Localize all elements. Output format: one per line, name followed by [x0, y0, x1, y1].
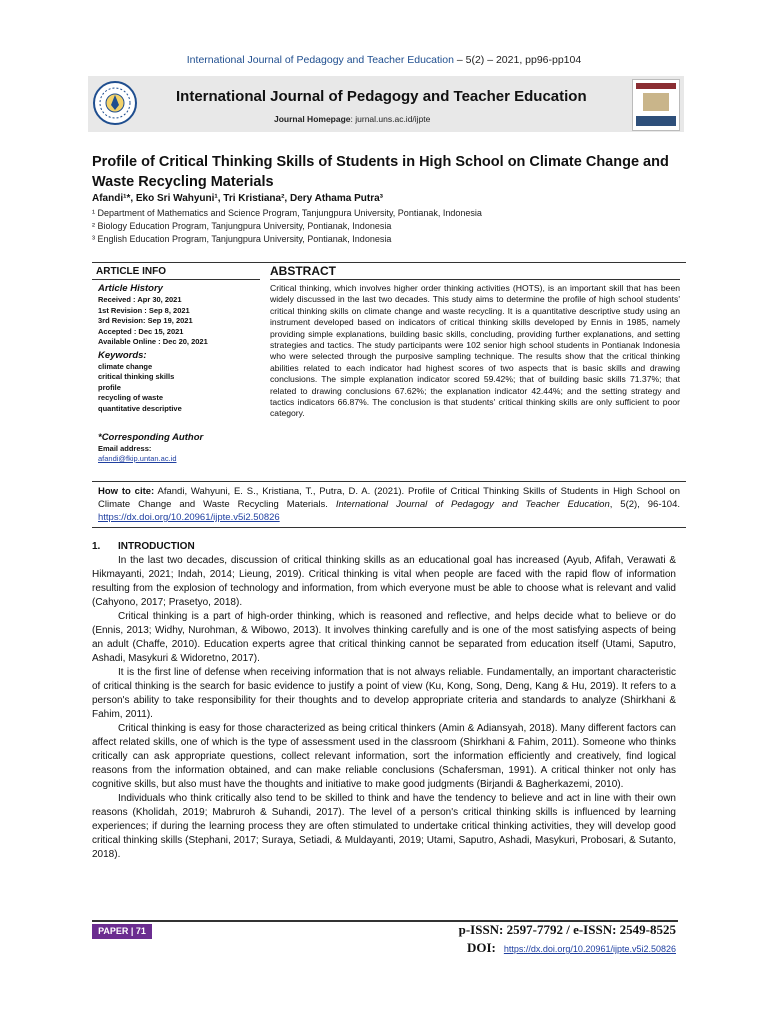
divider — [92, 481, 686, 482]
keyword: profile — [98, 382, 121, 392]
paragraph: Critical thinking is a part of high-order thinking, which is reasoned and reflective, and helps decide what to believe or do (Ennis, 2013; Widhy, Nurohman, & Wibowo, 2013). It involves thinking carefully and is one of the most satisfying aspects of being an adult (Chaffe, 2010). Education experts agree that critical thinking cannot be separated from education itself (Utami, Saputro, Ashadi, Masykuri & Widoretno, 2017). — [92, 611, 676, 664]
homepage-label: Journal Homepage — [274, 114, 351, 124]
journal-banner — [88, 76, 684, 132]
affiliation-1: ¹ Department of Mathematics and Science Program, Tanjungpura University, Pontianak, Indonesia — [92, 208, 482, 218]
paper-page-badge: PAPER | 71 — [92, 924, 152, 939]
running-header-details: – 5(2) – 2021, pp96-pp104 — [453, 54, 582, 66]
abstract-panel — [270, 264, 680, 420]
issn: p-ISSN: 2597-7792 / e-ISSN: 2549-8525 — [458, 922, 676, 937]
history-received: Received : Apr 30, 2021 — [98, 295, 182, 304]
paragraph: Critical thinking is easy for those characterized as being critical thinkers (Amin & Adiansyah, 2018). Many different factors can affect related skills, one of which is the type of assessment used in the classroom (Shirkhani & Fahim, 2011). Someone who thinks critically can ask appropriate questions, collect relevant information, sort the information efficiently and creatively, find logical reasons from the information obtained, and can make reliable conclusions (Schafersman, 1991). A critical thinker not only has cognitive skills, but also must have the thoughts and initiative to make good judgments (Birjandi & Bagherkazemi, 2010). — [92, 723, 676, 790]
keywords-heading: Keywords: — [98, 349, 147, 361]
cite-label: How to cite: — [98, 486, 155, 497]
history-accepted: Accepted : Dec 15, 2021 — [98, 326, 184, 336]
keyword: climate change — [98, 361, 153, 371]
divider — [92, 262, 686, 263]
running-header-journal: International Journal of Pedagogy and Teacher Education — [186, 54, 454, 66]
author-email-link[interactable]: afandi@fkip.untan.ac.id — [98, 454, 177, 463]
history-online: Available Online : Dec 20, 2021 — [98, 337, 208, 346]
footer-doi — [467, 940, 676, 956]
keyword: quantitative descriptive — [98, 403, 182, 413]
affiliation-2: ² Biology Education Program, Tanjungpura University, Pontianak, Indonesia — [92, 221, 392, 231]
journal-homepage — [274, 114, 430, 124]
cite-text: Afandi, Wahyuni, E. S., Kristiana, T., Putra, D. A. (2021). Profile of Critical Thinking Skills of Students in High School on Climate Change and Waste Recycling Materials. — [98, 486, 680, 510]
banner-title: International Journal of Pedagogy and Teacher Education — [176, 88, 587, 105]
section-title: INTRODUCTION — [118, 541, 195, 552]
doi-label: DOI: — [466, 940, 496, 955]
cite-doi-link[interactable]: https://dx.doi.org/10.20961/ijpte.v5i2.50826 — [98, 512, 280, 523]
section-heading — [92, 541, 195, 552]
history-revision-3: 3rd Revision: Sep 19, 2021 — [98, 316, 193, 325]
homepage-url[interactable]: : jurnal.uns.ac.id/ijpte — [350, 114, 431, 124]
abstract-text: Critical thinking, which involves higher order thinking activities (HOTS), is an important skill that has been widely discussed in the last two decades. This study aims to determine the profile of high school students' critical thinking skills on climate change and waste recycling. It is a quantitative descriptive study using an instrument developed based on indicators of critical thinking skills developed by Ennis in 1985, namely providing simple explanations, building basic skills, concluding, providing further explanations, and setting strategies and tactics. The study participants were 102 senior high school students in Pontianak Indonesia who were selected through the purposive sampling technique. The results show that the critical thinking abilities related to each indicator had highest scores of two aspects that is basic skills and drawing conclusions. The simple explanation indicator scored 59.42%; that of building basic skills 71.37%; that related to drawing conclusions 67.62%; the explanation indicator 42.44%; and the setting strategy and tactics indicators 66.87%. The conclusion is that students' critical thinking skills are only sufficient to poor category. — [270, 283, 680, 419]
keyword: recycling of waste — [98, 393, 164, 402]
cite-journal: International Journal of Pedagogy and Teacher Education — [335, 499, 610, 510]
intro-body — [92, 554, 676, 862]
corresponding-author-heading: *Corresponding Author — [98, 432, 204, 443]
section-number: 1. — [92, 541, 101, 552]
journal-cover-image — [632, 79, 680, 131]
paragraph: In the last two decades, discussion of critical thinking skills as an educational goal has increased (Ayub, Afifah, Verawati & Hikmayanti, 2021; Indah, 2014; Lieung, 2019). Critical thinking is vital when people are faced with the rapid flow of information resulting from the explosion of technology and information, from which everyone must be able to choose what is relevant and valid (Cahyono, 2017; Prasetyo, 2018). — [92, 555, 676, 608]
keyword: critical thinking skills — [98, 372, 175, 381]
running-header — [0, 54, 768, 66]
footer-doi-link[interactable]: https://dx.doi.org/10.20961/ijpte.v5i2.50826 — [503, 944, 676, 954]
divider — [92, 527, 686, 528]
article-info-panel — [92, 264, 260, 464]
email-label: Email address: — [98, 444, 152, 453]
authors: Afandi¹*, Eko Sri Wahyuni¹, Tri Kristiana², Dery Athama Putra³ — [92, 193, 383, 204]
university-seal-icon — [92, 80, 138, 126]
article-title: Profile of Critical Thinking Skills of Students in High School on Climate Change and Waste Recycling Materials — [92, 154, 669, 190]
paragraph: It is the first line of defense when receiving information that is not always reliable. Fundamentally, an important characteristic of critical thinking is the search for basic evidence to justify a point of view (Ku, Kong, Song, Deng, Kang & Hu, 2019). It refers to a person's ability to take responsibility for their thoughts and to develop appropriate criteria and standards to analyze (Shirkhani & Fahim, 2011). — [92, 667, 676, 720]
article-history-heading: Article History — [98, 283, 163, 294]
paragraph: Individuals who think critically also tend to be skilled to think and have the tendency to believe and act in line with their own reasons (Kholidah, 2019; Mabruroh & Suhandi, 2017). The level of a person's critical thinking skills is influenced by learning experiences; if during the learning process they are often stimulated to undertake critical thinking activities, they will develop good critical thinking skills (Stephani, 2017; Suraya, Setiadi, & Muldayanti, 2019; Utami, Saputro, Ashadi, Masykuri, Probosari, & Sutanto, 2018). — [92, 793, 676, 860]
abstract-heading: ABSTRACT — [270, 264, 680, 280]
affiliation-3: ³ English Education Program, Tanjungpura University, Pontianak, Indonesia — [92, 234, 392, 244]
cite-pages: , 5(2), 96-104. — [609, 499, 680, 510]
history-revision-1: 1st Revision : Sep 8, 2021 — [98, 305, 190, 315]
article-info-heading: ARTICLE INFO — [92, 264, 260, 280]
how-to-cite — [98, 485, 680, 524]
